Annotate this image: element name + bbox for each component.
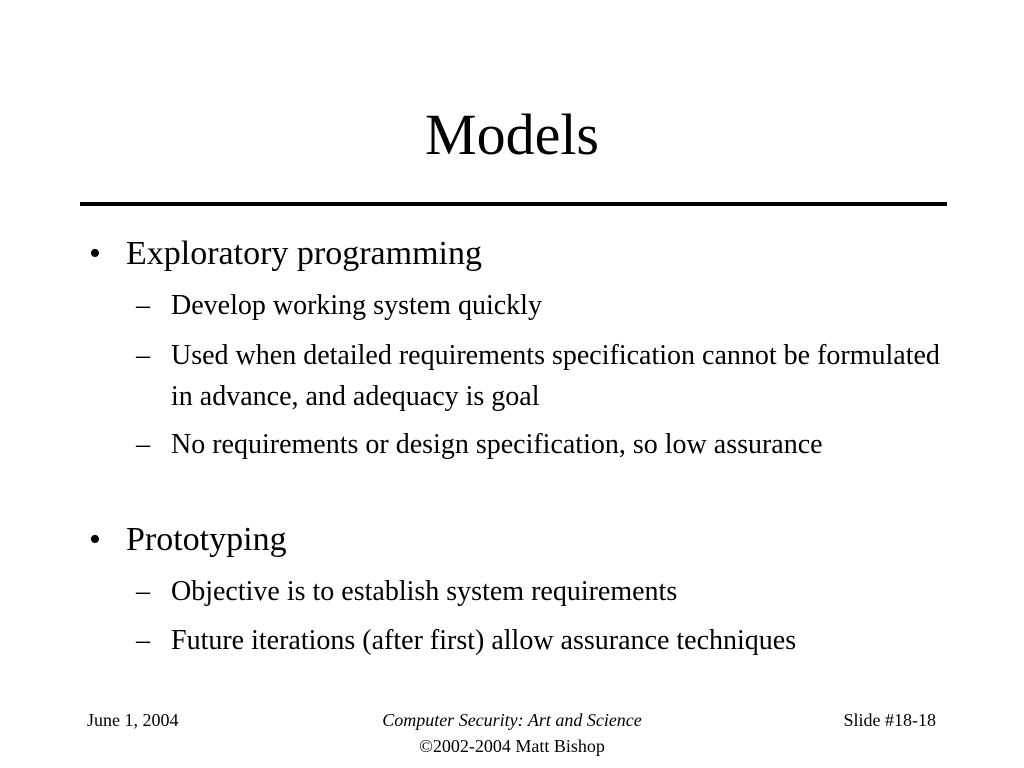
footer-slide-number: Slide #18-18 [843, 710, 936, 730]
slide-title: Models [425, 102, 599, 167]
sub-bullet-text: Used when detailed requirements specification cannot be formulated in advance, and adequacy is goal [171, 340, 940, 412]
sub-bullet-marker: – [136, 625, 150, 656]
sub-bullet-item [136, 285, 951, 326]
footer-copyright: ©2002-2004 Matt Bishop [419, 736, 605, 756]
bullet-marker: • [89, 235, 101, 272]
sub-bullet-item [136, 571, 951, 612]
footer-center [312, 707, 712, 759]
footer-date: June 1, 2004 [87, 710, 179, 730]
bullet-item [89, 234, 482, 274]
sub-bullet-text: Objective is to establish system requirements [171, 576, 678, 607]
bullet-item [89, 520, 287, 560]
sub-bullet-marker: – [136, 340, 150, 371]
sub-bullet-marker: – [136, 576, 150, 607]
bullet-text: Exploratory programming [126, 235, 482, 272]
sub-bullet-marker: – [136, 290, 150, 321]
sub-bullet-text: No requirements or design specification, so low assurance [171, 429, 823, 460]
sub-bullet-text: Develop working system quickly [171, 290, 542, 321]
bullet-text: Prototyping [126, 521, 287, 558]
footer-course-title: Computer Security: Art and Science [382, 710, 642, 730]
sub-bullet-marker: – [136, 429, 150, 460]
sub-bullet-item [136, 424, 951, 465]
sub-bullet-item [136, 335, 951, 417]
bullet-marker: • [89, 521, 101, 558]
sub-bullet-item [136, 620, 951, 661]
sub-bullet-text: Future iterations (after first) allow assurance techniques [171, 625, 797, 656]
